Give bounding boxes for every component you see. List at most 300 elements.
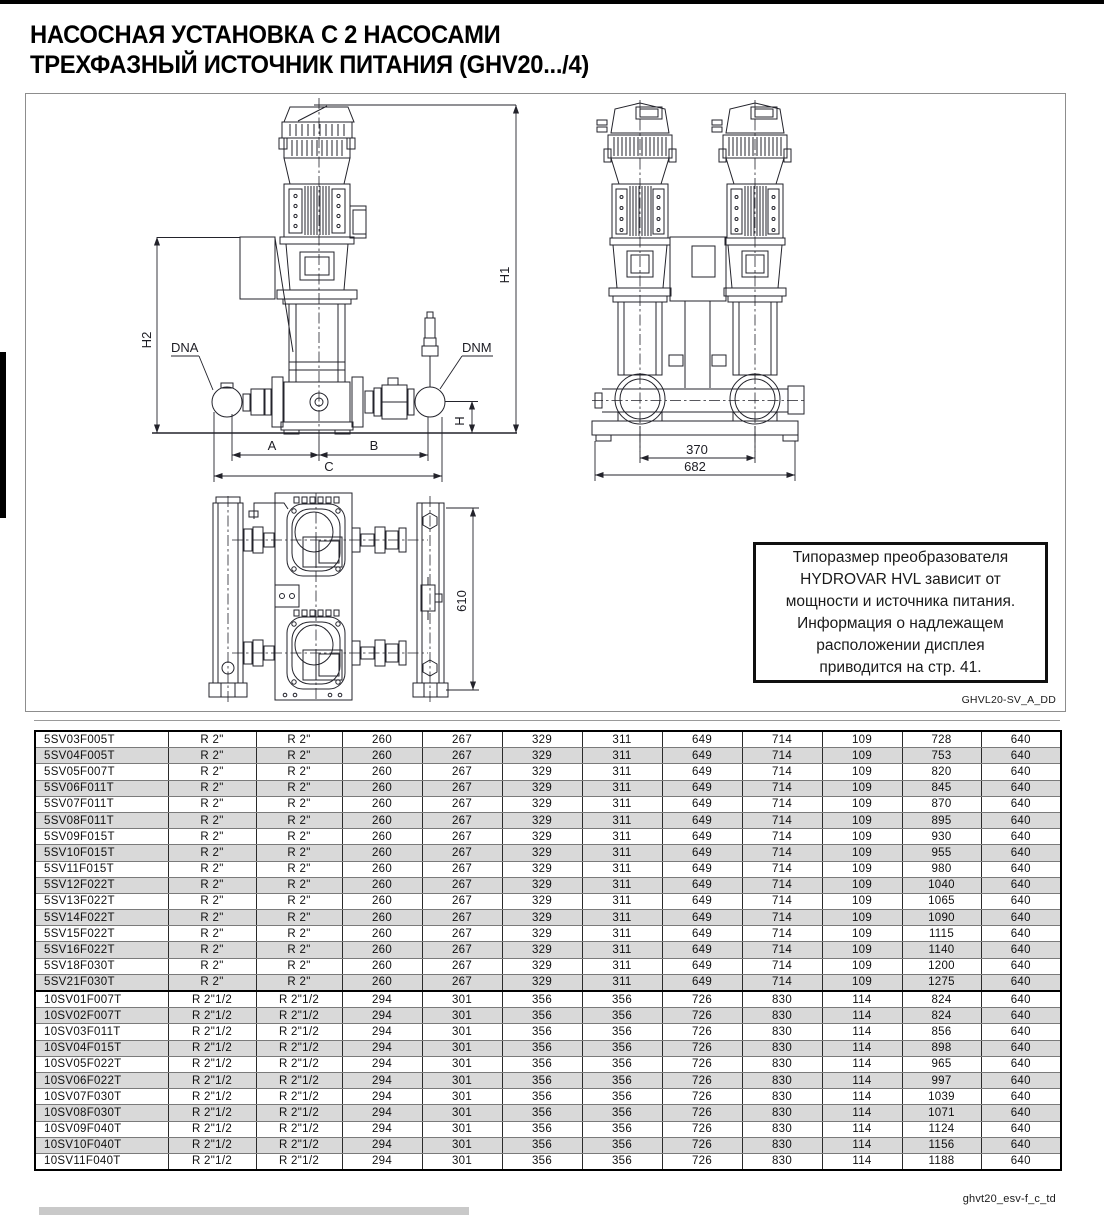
value-cell: 1275 — [902, 974, 981, 991]
value-cell: 640 — [981, 796, 1061, 812]
value-cell: 1156 — [902, 1137, 981, 1153]
value-cell: 830 — [742, 1153, 822, 1170]
value-cell: 109 — [822, 861, 902, 877]
value-cell: 114 — [822, 1056, 902, 1072]
value-cell: 294 — [342, 1105, 422, 1121]
value-cell: R 2" — [168, 796, 256, 812]
value-cell: 640 — [981, 748, 1061, 764]
value-cell: 870 — [902, 796, 981, 812]
value-cell: 356 — [502, 1056, 582, 1072]
model-cell: 5SV14F022T — [35, 910, 168, 926]
value-cell: 267 — [422, 812, 502, 828]
value-cell: R 2" — [256, 731, 342, 748]
dim-label-a: A — [267, 438, 277, 453]
table-row — [35, 1072, 1061, 1088]
value-cell: R 2" — [256, 780, 342, 796]
value-cell: 301 — [422, 1040, 502, 1056]
value-cell: R 2"1/2 — [256, 1024, 342, 1040]
value-cell: R 2"1/2 — [256, 1040, 342, 1056]
value-cell: 640 — [981, 780, 1061, 796]
value-cell: 356 — [502, 1153, 582, 1170]
value-cell: 329 — [502, 861, 582, 877]
dim-label-dna: DNA — [171, 340, 199, 355]
value-cell: 649 — [662, 926, 742, 942]
value-cell: 329 — [502, 877, 582, 893]
value-cell: 329 — [502, 910, 582, 926]
table-row — [35, 910, 1061, 926]
model-cell: 10SV11F040T — [35, 1153, 168, 1170]
value-cell: 311 — [582, 748, 662, 764]
value-cell: 311 — [582, 764, 662, 780]
value-cell: R 2"1/2 — [168, 1153, 256, 1170]
value-cell: 329 — [502, 926, 582, 942]
value-cell: 114 — [822, 1072, 902, 1088]
value-cell: 267 — [422, 877, 502, 893]
value-cell: 649 — [662, 958, 742, 974]
value-cell: 356 — [502, 1137, 582, 1153]
value-cell: 356 — [502, 1040, 582, 1056]
value-cell: 640 — [981, 812, 1061, 828]
value-cell: 726 — [662, 1137, 742, 1153]
value-cell: R 2" — [256, 845, 342, 861]
figure-code: GHVL20-SV_A_DD — [961, 694, 1056, 706]
value-cell: 311 — [582, 812, 662, 828]
value-cell: 980 — [902, 861, 981, 877]
value-cell: 640 — [981, 910, 1061, 926]
plan-view-unit — [209, 493, 448, 702]
value-cell: 640 — [981, 926, 1061, 942]
value-cell: 714 — [742, 796, 822, 812]
bottom-cropped-strip — [39, 1207, 469, 1215]
note-line: расположении дисплея — [816, 636, 985, 654]
value-cell: R 2"1/2 — [168, 1121, 256, 1137]
value-cell: R 2"1/2 — [168, 1056, 256, 1072]
value-cell: 260 — [342, 893, 422, 909]
value-cell: 311 — [582, 942, 662, 958]
value-cell: 109 — [822, 796, 902, 812]
value-cell: 714 — [742, 748, 822, 764]
model-cell: 10SV07F030T — [35, 1089, 168, 1105]
value-cell: 726 — [662, 1105, 742, 1121]
model-cell: 10SV03F011T — [35, 1024, 168, 1040]
value-cell: R 2"1/2 — [256, 1153, 342, 1170]
value-cell: 311 — [582, 926, 662, 942]
value-cell: 311 — [582, 845, 662, 861]
value-cell: 649 — [662, 796, 742, 812]
value-cell: 114 — [822, 1040, 902, 1056]
table-row — [35, 893, 1061, 909]
value-cell: 267 — [422, 861, 502, 877]
value-cell: 714 — [742, 829, 822, 845]
value-cell: 356 — [582, 1056, 662, 1072]
value-cell: 955 — [902, 845, 981, 861]
value-cell: 640 — [981, 829, 1061, 845]
model-cell: 5SV09F015T — [35, 829, 168, 845]
value-cell: R 2" — [168, 829, 256, 845]
value-cell: 640 — [981, 893, 1061, 909]
model-cell: 5SV08F011T — [35, 812, 168, 828]
value-cell: 114 — [822, 1008, 902, 1024]
value-cell: 714 — [742, 780, 822, 796]
table-row — [35, 877, 1061, 893]
value-cell: 109 — [822, 926, 902, 942]
value-cell: 649 — [662, 877, 742, 893]
value-cell: R 2" — [168, 764, 256, 780]
model-cell: 10SV08F030T — [35, 1105, 168, 1121]
value-cell: 830 — [742, 1056, 822, 1072]
value-cell: 109 — [822, 731, 902, 748]
value-cell: 294 — [342, 1089, 422, 1105]
value-cell: 109 — [822, 812, 902, 828]
table-row — [35, 1040, 1061, 1056]
value-cell: 895 — [902, 812, 981, 828]
value-cell: 726 — [662, 1008, 742, 1024]
model-cell: 5SV05F007T — [35, 764, 168, 780]
table-row — [35, 1137, 1061, 1153]
table-row — [35, 1105, 1061, 1121]
value-cell: 640 — [981, 1105, 1061, 1121]
value-cell: 714 — [742, 845, 822, 861]
value-cell: 830 — [742, 1089, 822, 1105]
dim-label-b: B — [369, 438, 379, 453]
value-cell: 640 — [981, 1024, 1061, 1040]
value-cell: 830 — [742, 1008, 822, 1024]
value-cell: 294 — [342, 1072, 422, 1088]
value-cell: 294 — [342, 1121, 422, 1137]
table-row — [35, 1024, 1061, 1040]
value-cell: 114 — [822, 1153, 902, 1170]
value-cell: 114 — [822, 1121, 902, 1137]
value-cell: 830 — [742, 1040, 822, 1056]
value-cell: R 2" — [168, 877, 256, 893]
value-cell: 311 — [582, 861, 662, 877]
value-cell: 294 — [342, 1008, 422, 1024]
value-cell: 294 — [342, 1024, 422, 1040]
model-cell: 5SV06F011T — [35, 780, 168, 796]
value-cell: 640 — [981, 861, 1061, 877]
note-line: мощности и источника питания. — [785, 592, 1016, 610]
model-cell: 10SV06F022T — [35, 1072, 168, 1088]
value-cell: R 2"1/2 — [168, 1089, 256, 1105]
value-cell: 329 — [502, 780, 582, 796]
dim-label-h2: H2 — [139, 331, 154, 349]
value-cell: R 2"1/2 — [256, 991, 342, 1008]
value-cell: 260 — [342, 829, 422, 845]
value-cell: 356 — [582, 1008, 662, 1024]
value-cell: 301 — [422, 991, 502, 1008]
value-cell: 830 — [742, 991, 822, 1008]
model-cell: 10SV04F015T — [35, 1040, 168, 1056]
value-cell: R 2"1/2 — [256, 1008, 342, 1024]
value-cell: R 2" — [256, 974, 342, 991]
value-cell: 301 — [422, 1089, 502, 1105]
spec-table-body — [35, 731, 1061, 1170]
value-cell: 109 — [822, 780, 902, 796]
value-cell: 640 — [981, 1040, 1061, 1056]
model-cell: 10SV02F007T — [35, 1008, 168, 1024]
value-cell: 640 — [981, 845, 1061, 861]
value-cell: 726 — [662, 1056, 742, 1072]
value-cell: 714 — [742, 910, 822, 926]
value-cell: 640 — [981, 1153, 1061, 1170]
value-cell: 830 — [742, 1121, 822, 1137]
table-row — [35, 958, 1061, 974]
footer-code: ghvt20_esv-f_c_td — [962, 1193, 1056, 1205]
value-cell: 329 — [502, 942, 582, 958]
value-cell: 640 — [981, 1056, 1061, 1072]
value-cell: R 2"1/2 — [256, 1089, 342, 1105]
model-cell: 5SV07F011T — [35, 796, 168, 812]
value-cell: 649 — [662, 861, 742, 877]
table-row — [35, 1121, 1061, 1137]
value-cell: 824 — [902, 1008, 981, 1024]
dim-label-dnm: DNM — [462, 340, 492, 355]
value-cell: 356 — [582, 991, 662, 1008]
dimensions-table — [34, 730, 1062, 1171]
value-cell: 260 — [342, 796, 422, 812]
page-title-line2: ТРЕХФАЗНЫЙ ИСТОЧНИК ПИТАНИЯ (GHV20.../4) — [30, 51, 590, 79]
table-row — [35, 829, 1061, 845]
model-cell: 5SV18F030T — [35, 958, 168, 974]
value-cell: 640 — [981, 1137, 1061, 1153]
value-cell: 267 — [422, 780, 502, 796]
value-cell: 311 — [582, 974, 662, 991]
value-cell: 726 — [662, 1024, 742, 1040]
side-view-discharge-line — [352, 312, 445, 427]
value-cell: 294 — [342, 991, 422, 1008]
value-cell: R 2" — [256, 910, 342, 926]
model-cell: 5SV13F022T — [35, 893, 168, 909]
table-continuation-line — [34, 720, 1060, 721]
value-cell: R 2" — [168, 958, 256, 974]
table-row — [35, 812, 1061, 828]
value-cell: 714 — [742, 974, 822, 991]
value-cell: 301 — [422, 1024, 502, 1040]
value-cell: 260 — [342, 974, 422, 991]
value-cell: 1115 — [902, 926, 981, 942]
value-cell: 329 — [502, 845, 582, 861]
value-cell: R 2" — [168, 731, 256, 748]
dim-label-682: 682 — [684, 459, 706, 474]
value-cell: 356 — [582, 1024, 662, 1040]
value-cell: 356 — [502, 1105, 582, 1121]
value-cell: 714 — [742, 731, 822, 748]
value-cell: 1124 — [902, 1121, 981, 1137]
value-cell: 267 — [422, 926, 502, 942]
value-cell: 726 — [662, 991, 742, 1008]
value-cell: 329 — [502, 748, 582, 764]
dim-label-h: H — [452, 416, 467, 426]
value-cell: 260 — [342, 764, 422, 780]
value-cell: 294 — [342, 1056, 422, 1072]
value-cell: R 2" — [168, 893, 256, 909]
value-cell: 267 — [422, 958, 502, 974]
value-cell: R 2" — [256, 861, 342, 877]
value-cell: 714 — [742, 942, 822, 958]
value-cell: 356 — [582, 1105, 662, 1121]
value-cell: 301 — [422, 1056, 502, 1072]
value-cell: 109 — [822, 845, 902, 861]
value-cell: 260 — [342, 780, 422, 796]
value-cell: 267 — [422, 845, 502, 861]
value-cell: 1039 — [902, 1089, 981, 1105]
value-cell: 649 — [662, 910, 742, 926]
value-cell: 640 — [981, 731, 1061, 748]
table-row — [35, 1089, 1061, 1105]
value-cell: R 2"1/2 — [168, 1105, 256, 1121]
value-cell: 649 — [662, 764, 742, 780]
side-view-suction-line — [212, 377, 283, 427]
model-cell: 5SV21F030T — [35, 974, 168, 991]
value-cell: R 2"1/2 — [168, 1024, 256, 1040]
value-cell: R 2" — [168, 926, 256, 942]
value-cell: R 2"1/2 — [168, 1040, 256, 1056]
dim-label-h1: H1 — [497, 266, 512, 284]
value-cell: 965 — [902, 1056, 981, 1072]
value-cell: 260 — [342, 812, 422, 828]
value-cell: 649 — [662, 829, 742, 845]
note-line: HYDROVAR HVL зависит от — [800, 570, 1001, 588]
value-cell: 260 — [342, 748, 422, 764]
value-cell: 726 — [662, 1121, 742, 1137]
value-cell: R 2" — [168, 974, 256, 991]
value-cell: 1188 — [902, 1153, 981, 1170]
value-cell: 301 — [422, 1072, 502, 1088]
value-cell: 311 — [582, 829, 662, 845]
value-cell: 109 — [822, 942, 902, 958]
value-cell: 726 — [662, 1040, 742, 1056]
value-cell: 114 — [822, 1089, 902, 1105]
value-cell: 294 — [342, 1137, 422, 1153]
value-cell: R 2" — [256, 942, 342, 958]
value-cell: 356 — [502, 1121, 582, 1137]
value-cell: 109 — [822, 958, 902, 974]
value-cell: 830 — [742, 1024, 822, 1040]
value-cell: R 2" — [256, 958, 342, 974]
value-cell: 649 — [662, 731, 742, 748]
table-row — [35, 1008, 1061, 1024]
value-cell: 820 — [902, 764, 981, 780]
value-cell: 267 — [422, 731, 502, 748]
value-cell: 114 — [822, 991, 902, 1008]
front-view-unit — [592, 100, 806, 452]
value-cell: 267 — [422, 910, 502, 926]
value-cell: R 2" — [256, 764, 342, 780]
value-cell: 356 — [582, 1153, 662, 1170]
value-cell: 649 — [662, 780, 742, 796]
value-cell: 356 — [582, 1137, 662, 1153]
value-cell: 267 — [422, 942, 502, 958]
value-cell: R 2" — [256, 893, 342, 909]
model-cell: 5SV04F005T — [35, 748, 168, 764]
value-cell: 267 — [422, 748, 502, 764]
value-cell: 267 — [422, 829, 502, 845]
value-cell: R 2"1/2 — [256, 1072, 342, 1088]
value-cell: 714 — [742, 861, 822, 877]
value-cell: 301 — [422, 1137, 502, 1153]
value-cell: 753 — [902, 748, 981, 764]
model-cell: 10SV09F040T — [35, 1121, 168, 1137]
model-cell: 5SV15F022T — [35, 926, 168, 942]
value-cell: R 2" — [168, 861, 256, 877]
value-cell: R 2"1/2 — [168, 1137, 256, 1153]
value-cell: 640 — [981, 974, 1061, 991]
value-cell: 640 — [981, 877, 1061, 893]
value-cell: 329 — [502, 764, 582, 780]
dim-label-c: C — [324, 459, 334, 474]
table-row — [35, 942, 1061, 958]
table-row — [35, 1056, 1061, 1072]
value-cell: R 2" — [256, 877, 342, 893]
value-cell: 109 — [822, 910, 902, 926]
value-cell: 356 — [502, 1008, 582, 1024]
page-title-line1: НАСОСНАЯ УСТАНОВКА С 2 НАСОСАМИ — [30, 21, 501, 49]
value-cell: 649 — [662, 812, 742, 828]
table-row — [35, 861, 1061, 877]
value-cell: R 2" — [256, 812, 342, 828]
model-cell: 5SV11F015T — [35, 861, 168, 877]
value-cell: 260 — [342, 861, 422, 877]
value-cell: 640 — [981, 1008, 1061, 1024]
value-cell: R 2"1/2 — [256, 1105, 342, 1121]
value-cell: 726 — [662, 1153, 742, 1170]
value-cell: 114 — [822, 1105, 902, 1121]
value-cell: 830 — [742, 1105, 822, 1121]
value-cell: 356 — [502, 1072, 582, 1088]
value-cell: 311 — [582, 958, 662, 974]
value-cell: 649 — [662, 893, 742, 909]
page-top-rule — [0, 0, 1104, 4]
table-row — [35, 764, 1061, 780]
model-cell: 5SV16F022T — [35, 942, 168, 958]
value-cell: 726 — [662, 1089, 742, 1105]
value-cell: 114 — [822, 1137, 902, 1153]
model-cell: 5SV03F005T — [35, 731, 168, 748]
value-cell: 311 — [582, 796, 662, 812]
value-cell: 301 — [422, 1105, 502, 1121]
value-cell: 1040 — [902, 877, 981, 893]
value-cell: 329 — [502, 731, 582, 748]
value-cell: 329 — [502, 796, 582, 812]
value-cell: 356 — [582, 1040, 662, 1056]
table-row — [35, 1153, 1061, 1170]
value-cell: R 2" — [256, 829, 342, 845]
value-cell: 714 — [742, 812, 822, 828]
value-cell: 1065 — [902, 893, 981, 909]
value-cell: 301 — [422, 1153, 502, 1170]
value-cell: R 2" — [168, 748, 256, 764]
value-cell: R 2" — [256, 796, 342, 812]
value-cell: 311 — [582, 731, 662, 748]
value-cell: 329 — [502, 812, 582, 828]
value-cell: 714 — [742, 877, 822, 893]
value-cell: 997 — [902, 1072, 981, 1088]
value-cell: 329 — [502, 893, 582, 909]
value-cell: 260 — [342, 877, 422, 893]
model-cell: 10SV10F040T — [35, 1137, 168, 1153]
value-cell: 267 — [422, 974, 502, 991]
value-cell: 311 — [582, 893, 662, 909]
value-cell: 260 — [342, 958, 422, 974]
value-cell: 898 — [902, 1040, 981, 1056]
value-cell: R 2" — [168, 845, 256, 861]
value-cell: 356 — [502, 1089, 582, 1105]
value-cell: 856 — [902, 1024, 981, 1040]
value-cell: 640 — [981, 958, 1061, 974]
value-cell: 356 — [582, 1089, 662, 1105]
value-cell: 294 — [342, 1040, 422, 1056]
value-cell: 356 — [582, 1121, 662, 1137]
